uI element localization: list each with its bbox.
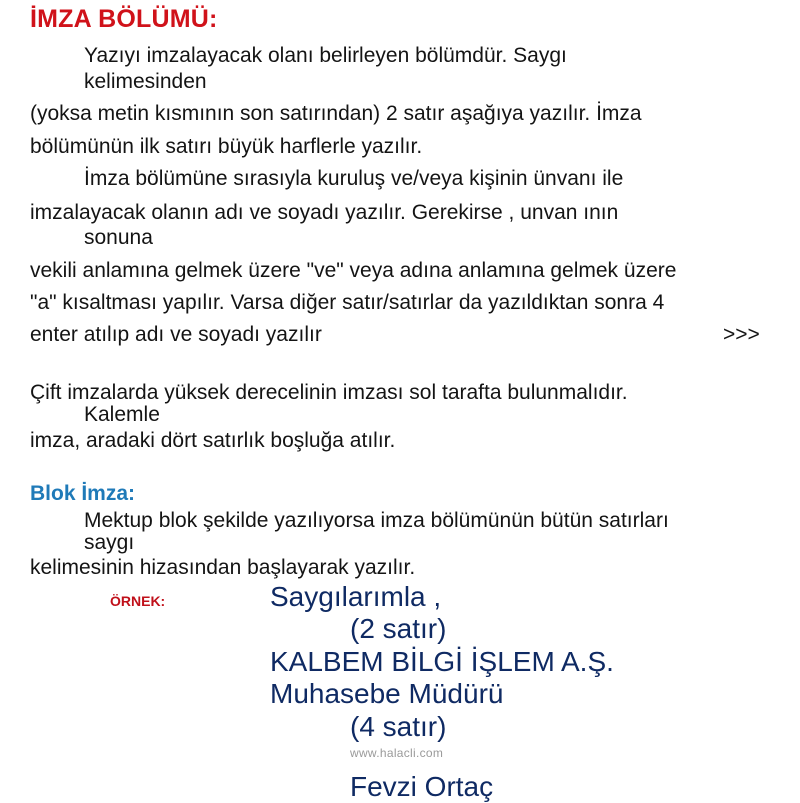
paragraph-3-line-2: imza, aradaki dört satırlık boşluğa atılır. xyxy=(30,429,396,452)
section-heading: İMZA BÖLÜMÜ: xyxy=(30,5,218,33)
example-signer-name: Fevzi Ortaç xyxy=(350,771,494,802)
example-closing: Saygılarımla , xyxy=(270,581,442,612)
example-title: Muhasebe Müdürü xyxy=(270,678,504,709)
block-signature-line-1-wrap: saygı xyxy=(84,531,135,554)
block-signature-line-2: kelimesinin hizasından başlayarak yazılır. xyxy=(30,556,416,579)
paragraph-2-line-4: "a" kısaltması yapılır. Varsa diğer satır/satırlar da yazıldıktan sonra 4 xyxy=(30,291,665,314)
block-signature-line-1: Mektup blok şekilde yazılıyorsa imza bölümünün bütün satırları xyxy=(84,509,669,532)
watermark: www.halacli.com xyxy=(350,746,444,760)
paragraph-1-line-1: Yazıyı imzalayacak olanı belirleyen bölümdür. Saygı xyxy=(84,44,567,67)
paragraph-2-line-5: enter atılıp adı ve soyadı yazılır xyxy=(30,323,322,346)
paragraph-2-line-2-wrap: sonuna xyxy=(84,226,153,249)
paragraph-3-line-1-wrap: Kalemle xyxy=(84,403,160,426)
paragraph-2-line-3: vekili anlamına gelmek üzere "ve" veya adına anlamına gelmek üzere xyxy=(30,259,677,282)
paragraph-3-line-1: Çift imzalarda yüksek derecelinin imzası sol tarafta bulunmalıdır. xyxy=(30,381,628,404)
example-company: KALBEM BİLGİ İŞLEM A.Ş. xyxy=(270,646,614,677)
paragraph-1-line-2: (yoksa metin kısmının son satırından) 2 satır aşağıya yazılır. İmza xyxy=(30,102,642,125)
block-signature-heading: Blok İmza: xyxy=(30,482,136,505)
example-spacing-note-2: (4 satır) xyxy=(350,711,447,742)
paragraph-1-line-3: bölümünün ilk satırı büyük harflerle yazılır. xyxy=(30,135,423,158)
paragraph-1-line-1-wrap: kelimesinden xyxy=(84,70,207,93)
continue-arrow: >>> xyxy=(723,323,760,346)
paragraph-2-line-1: İmza bölümüne sırasıyla kuruluş ve/veya kişinin ünvanı ile xyxy=(84,167,624,190)
example-spacing-note-1: (2 satır) xyxy=(350,613,447,644)
example-label: ÖRNEK: xyxy=(110,593,166,609)
paragraph-2-line-2: imzalayacak olanın adı ve soyadı yazılır. Gerekirse , unvan ının xyxy=(30,201,619,224)
